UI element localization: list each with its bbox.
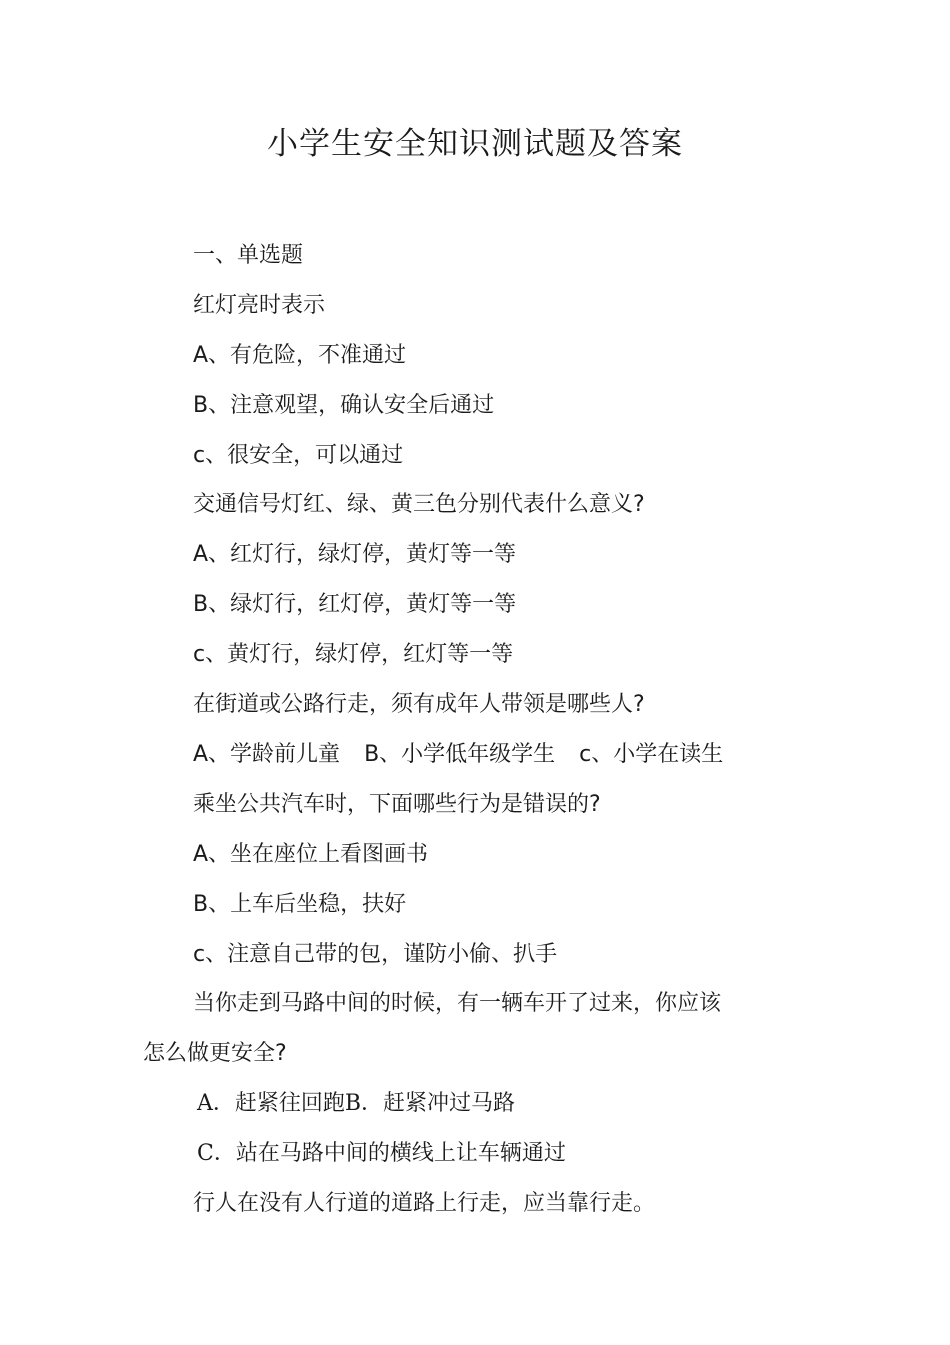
question-5-options-line-2: C．站在马路中间的横线上让车辆通过 xyxy=(197,1141,566,1166)
question-4-stem: 乘坐公共汽车时，下面哪些行为是错误的? xyxy=(193,792,601,817)
question-2-stem: 交通信号灯红、绿、黄三色分别代表什么意义? xyxy=(193,492,645,517)
question-1-option-a: A、有危险，不准通过 xyxy=(193,343,407,368)
question-5-stem-line-2: 怎么做更安全? xyxy=(143,1041,287,1066)
question-1-stem: 红灯亮时表示 xyxy=(193,293,326,318)
question-2-option-c: c、黄灯行，绿灯停，红灯等一等 xyxy=(193,642,514,667)
question-6-stem: 行人在没有人行道的道路上行走，应当靠行走。 xyxy=(193,1191,656,1216)
question-3-options xyxy=(193,740,723,770)
question-1-option-c: c、很安全，可以通过 xyxy=(193,443,404,468)
section-heading: 一、单选题 xyxy=(193,243,304,268)
question-4-option-b: B、上车后坐稳，扶好 xyxy=(193,892,407,917)
question-1-option-b: B、注意观望，确认安全后通过 xyxy=(193,393,495,418)
question-3-option-a: A、学龄前儿童 xyxy=(193,742,341,767)
question-2-option-a: A、红灯行，绿灯停，黄灯等一等 xyxy=(193,542,517,567)
question-5-stem-line-1: 当你走到马路中间的时候，有一辆车开了过来，你应该 xyxy=(193,991,722,1016)
question-4-option-a: A、坐在座位上看图画书 xyxy=(193,842,429,867)
question-3-option-b: B、小学低年级学生 xyxy=(364,742,556,767)
question-3-option-c: c、小学在读生 xyxy=(579,742,724,767)
document-title: 小学生安全知识测试题及答案 xyxy=(267,126,683,162)
question-5-options-line-1: A．赶紧往回跑B．赶紧冲过马路 xyxy=(197,1091,516,1116)
question-2-option-b: B、绿灯行，红灯停，黄灯等一等 xyxy=(193,592,517,617)
question-3-stem: 在街道或公路行走，须有成年人带领是哪些人? xyxy=(193,692,645,717)
question-4-option-c: c、注意自己带的包，谨防小偷、扒手 xyxy=(193,942,558,967)
